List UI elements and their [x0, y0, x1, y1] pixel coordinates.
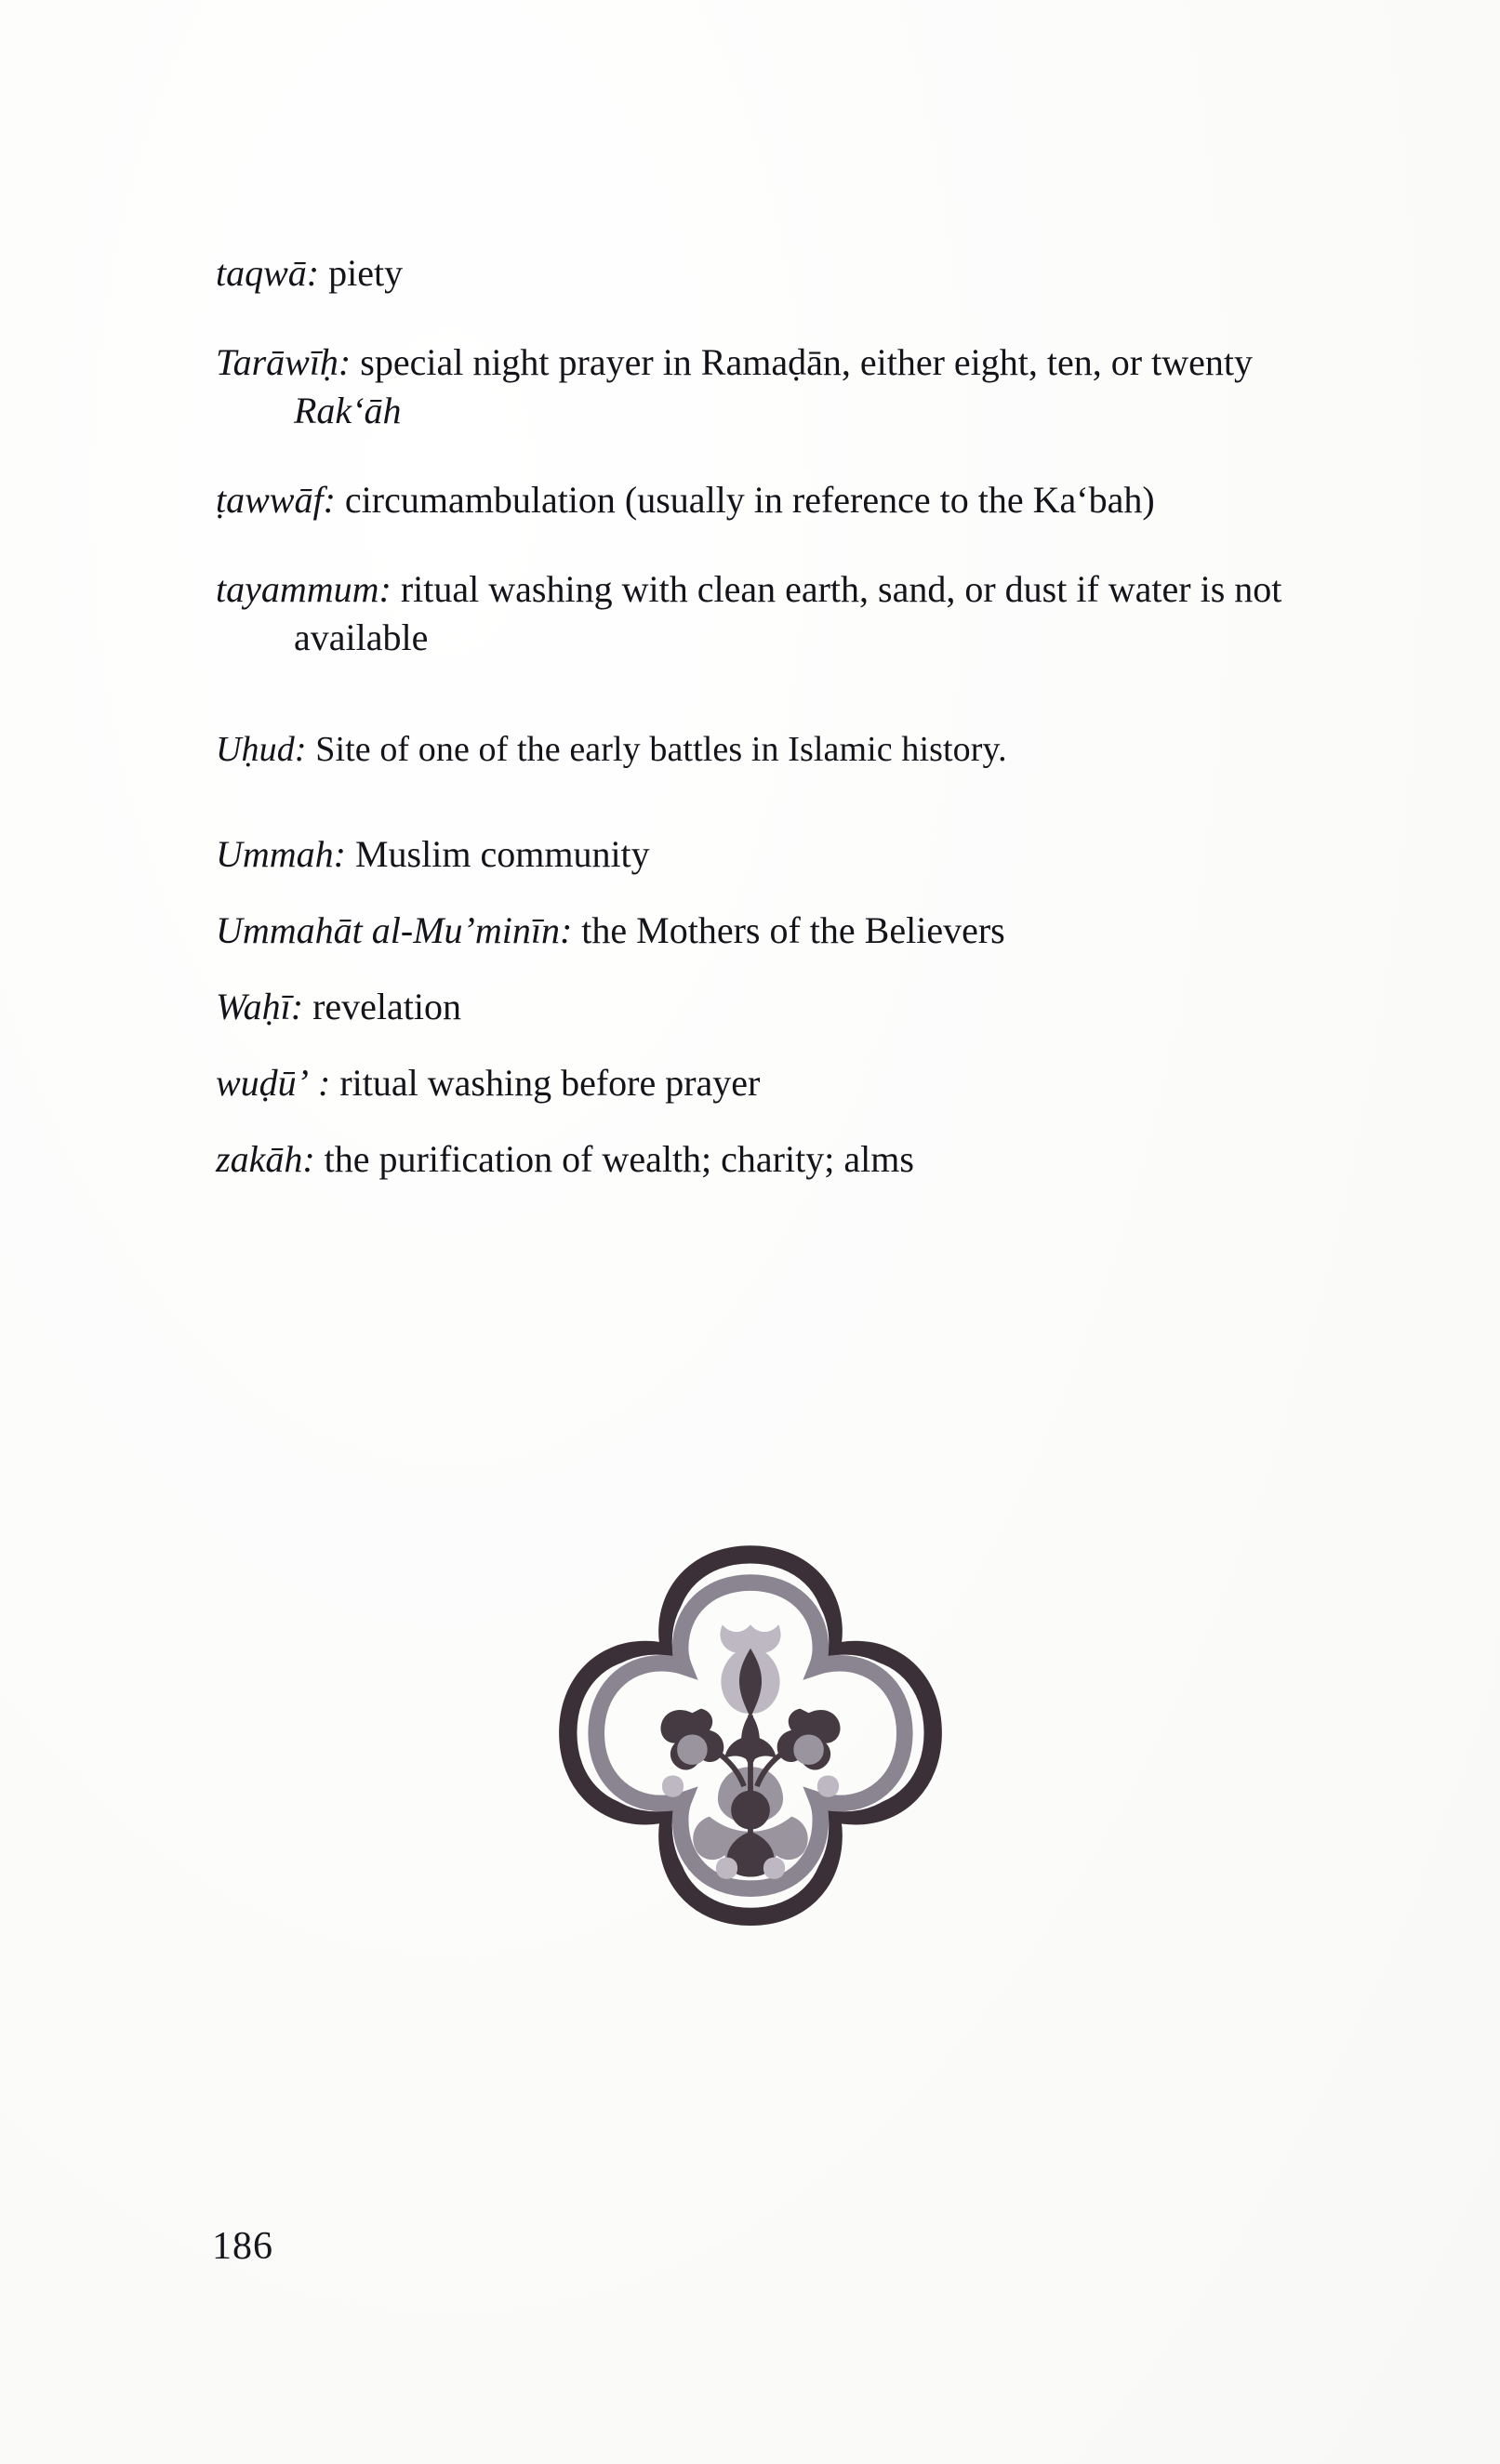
ornament-container: [0, 1543, 1500, 1953]
glossary-entry: [216, 565, 1313, 662]
glossary-entry: [216, 1135, 1313, 1184]
glossary-definition: ritual washing before prayer: [330, 1062, 761, 1105]
glossary-entry: [216, 1059, 1313, 1107]
glossary-definition: the purification of wealth; charity; alms: [314, 1138, 914, 1181]
glossary-term: taqwā:: [216, 252, 320, 294]
glossary-entry: [216, 249, 1313, 298]
glossary-definition: Site of one of the early battles in Islamic history.: [306, 730, 1007, 769]
glossary-entry: [216, 338, 1313, 435]
glossary-definition: circumambulation (usually in reference to the Kaʻbah): [335, 479, 1155, 521]
glossary-entry: [216, 727, 1313, 773]
glossary-term: Ummahāt al-Muʼminīn:: [216, 909, 573, 952]
glossary-term: Uḥud:: [216, 730, 307, 769]
ornament-rosette-left: [677, 1734, 707, 1764]
ornament-dot-left: [661, 1776, 683, 1797]
glossary-entry: [216, 830, 1313, 879]
glossary-entry-list: [216, 249, 1313, 1212]
ornament-dot-right: [816, 1776, 838, 1797]
ornament-lower-dot-right: [763, 1858, 784, 1879]
glossary-term: Ummah:: [216, 833, 346, 876]
glossary-definition: ritual washing with clean earth, sand, or dust if water is not available: [294, 568, 1282, 658]
glossary-definition: the Mothers of the Believers: [572, 909, 1005, 952]
ornament-center-dot: [740, 1669, 760, 1689]
glossary-term: zakāh:: [216, 1138, 315, 1181]
quatrefoil-floral-ornament: [541, 1543, 960, 1953]
glossary-entry: [216, 907, 1313, 955]
glossary-term: Waḥī:: [216, 986, 304, 1028]
glossary-term: Tarāwīḥ:: [216, 341, 352, 383]
page-number: 186: [212, 2225, 273, 2268]
ornament-rosette-right: [793, 1734, 823, 1764]
glossary-entry: [216, 983, 1313, 1031]
ornament-lower-dot-left: [715, 1858, 737, 1879]
glossary-term: tayammum:: [216, 568, 392, 610]
glossary-definition: special night prayer in Ramaḍān, either eight, ten, or twenty: [351, 341, 1253, 383]
glossary-entry: [216, 476, 1313, 524]
glossary-definition-italic-tail: Rakʻāh: [294, 390, 402, 431]
glossary-definition: Muslim community: [345, 833, 650, 876]
glossary-definition: piety: [319, 252, 404, 294]
glossary-term: wuḍūʼ :: [216, 1062, 331, 1105]
glossary-term: ṭawwāf:: [216, 479, 336, 521]
glossary-definition: revelation: [303, 986, 462, 1028]
